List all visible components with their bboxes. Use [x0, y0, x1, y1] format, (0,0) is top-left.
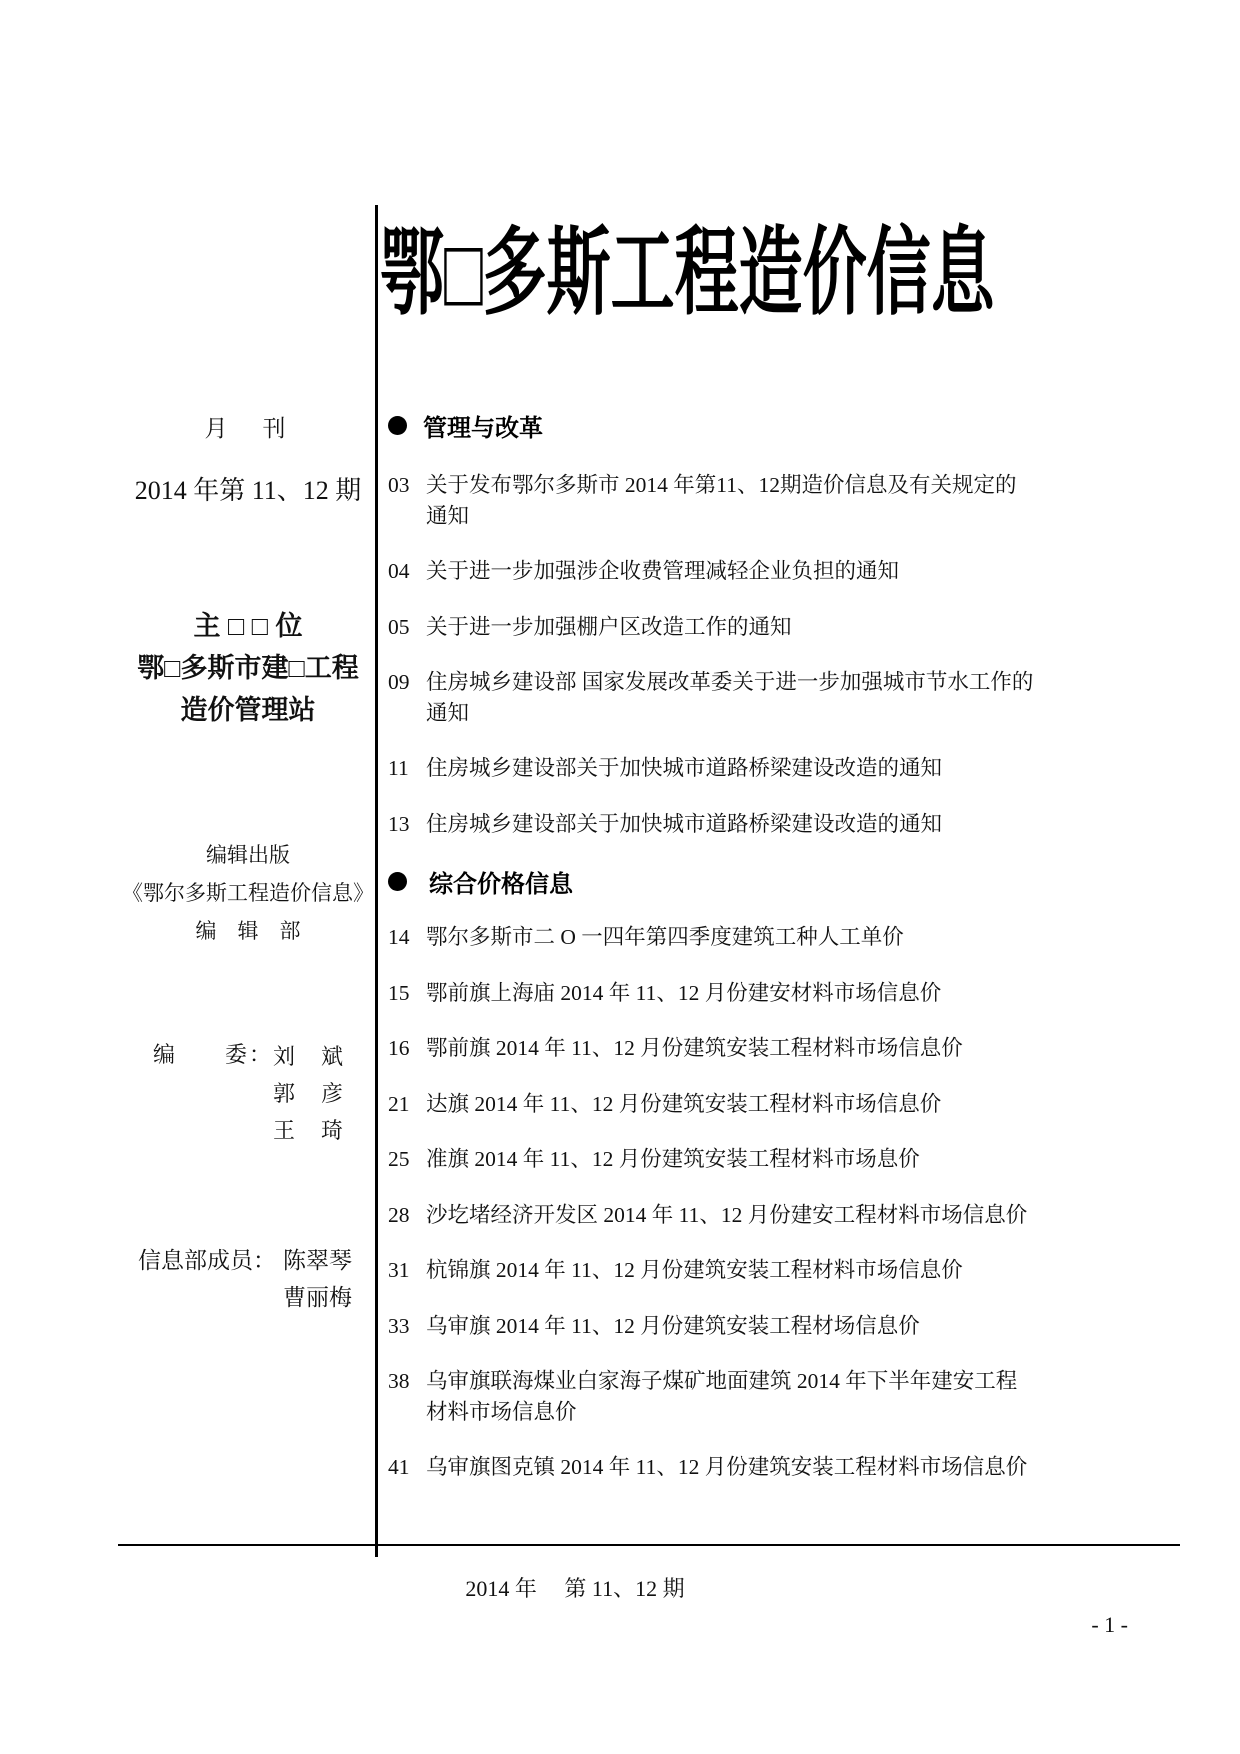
toc-item-page: 11: [388, 756, 409, 781]
board-member: 刘 斌: [273, 1044, 346, 1069]
sponsor-name-line1: 鄂□多斯市建□工程: [137, 653, 359, 683]
toc-item: [388, 1089, 1036, 1120]
toc-item-page: 33: [388, 1313, 410, 1338]
toc-item: [388, 1255, 1036, 1286]
toc-item: [388, 922, 1036, 953]
toc-item-title: 准旗 2014 年 11、12 月份建筑安装工程材料市场息价: [426, 1147, 920, 1172]
info-dept-member: 曹丽梅: [283, 1285, 352, 1310]
info-dept-names: [283, 1242, 352, 1316]
toc-item-title: 杭锦旗 2014 年 11、12 月份建筑安装工程材料市场信息价: [426, 1258, 963, 1283]
publisher-block: [118, 836, 378, 950]
toc-item-title: 乌审旗 2014 年 11、12 月份建筑安装工程材场信息价: [426, 1313, 920, 1338]
publisher-label: 编辑出版: [206, 843, 290, 867]
board-member: 郭 彦: [273, 1081, 346, 1106]
publisher-name: 《鄂尔多斯工程造价信息》: [122, 881, 374, 905]
section-bullet-icon: [388, 416, 407, 435]
toc-item-page: 21: [388, 1091, 410, 1116]
toc-section-title: 管理与改革: [423, 415, 543, 442]
issue-number: 2014 年第 11、12 期: [134, 476, 362, 505]
toc-item: [388, 1200, 1036, 1231]
toc-item-page: 25: [388, 1147, 410, 1172]
toc-item-page: 13: [388, 811, 410, 836]
toc-item-title: 达旗 2014 年 11、12 月份建筑安装工程材料市场信息价: [426, 1091, 942, 1116]
sponsor-label: 主 □ □ 位: [193, 611, 303, 641]
left-panel: [118, 370, 378, 1360]
periodical-type: 月 刊: [204, 416, 292, 441]
toc-item: [388, 1452, 1036, 1483]
info-dept-member: 陈翠琴: [283, 1248, 352, 1273]
toc-item-page: 05: [388, 614, 410, 639]
toc-item-title: 关于发布鄂尔多斯市 2014 年第11、12期造价信息及有关规定的通知: [426, 473, 1017, 528]
table-of-contents: [388, 408, 1036, 1508]
toc-item: [388, 809, 1036, 840]
toc-item-title: 住房城乡建设部 国家发展改革委关于进一步加强城市节水工作的通知: [426, 670, 1034, 725]
toc-item-title: 沙圪堵经济开发区 2014 年 11、12 月份建安工程材料市场信息价: [426, 1202, 1028, 1227]
journal-title: 鄂□多斯工程造价信息: [380, 218, 995, 327]
toc-item: [388, 1033, 1036, 1064]
info-dept-block: [138, 1242, 388, 1316]
toc-item-title: 鄂尔多斯市二 O 一四年第四季度建筑工种人工单价: [426, 925, 904, 950]
toc-item-page: 09: [388, 670, 410, 695]
section-bullet-icon: [388, 872, 407, 891]
toc-item-title: 鄂前旗 2014 年 11、12 月份建筑安装工程材料市场信息价: [426, 1036, 963, 1061]
footer-issue-line: 2014 年 第 11、12 期: [465, 1576, 685, 1601]
sponsor-name-line2: 造价管理站: [180, 695, 316, 725]
toc-item-title: 乌审旗联海煤业白家海子煤矿地面建筑 2014 年下半年建安工程材料市场信息价: [426, 1369, 1018, 1424]
board-member: 王 琦: [273, 1118, 346, 1143]
toc-item-title: 住房城乡建设部关于加快城市道路桥梁建设改造的通知: [426, 811, 943, 836]
toc-item: [388, 1366, 1036, 1427]
footer-rule: [118, 1544, 1180, 1546]
toc-item-page: 38: [388, 1369, 410, 1394]
toc-item-page: 04: [388, 559, 410, 584]
toc-section-heading: [388, 408, 1036, 443]
toc-section-heading: [388, 864, 1036, 899]
editorial-board-names: [273, 1038, 345, 1149]
editorial-board-block: [153, 1038, 378, 1149]
toc-item-page: 28: [388, 1202, 410, 1227]
toc-item: [388, 978, 1036, 1009]
toc-item: [388, 1144, 1036, 1175]
toc-item-title: 乌审旗图克镇 2014 年 11、12 月份建筑安装工程材料市场信息价: [426, 1455, 1028, 1480]
toc-item-title: 鄂前旗上海庙 2014 年 11、12 月份建安材料市场信息价: [426, 980, 942, 1005]
toc-item: [388, 753, 1036, 784]
toc-item-title: 关于进一步加强棚户区改造工作的通知: [426, 614, 792, 639]
sponsor-block: [118, 605, 378, 731]
page-number: - 1 -: [1091, 1612, 1128, 1637]
toc-item-page: 31: [388, 1258, 410, 1283]
toc-item-page: 16: [388, 1036, 410, 1061]
toc-item-title: 住房城乡建设部关于加快城市道路桥梁建设改造的通知: [426, 756, 943, 781]
toc-item: [388, 556, 1036, 587]
info-dept-label: 信息部成员：: [138, 1248, 276, 1273]
toc-item: [388, 667, 1036, 728]
toc-item-page: 15: [388, 980, 410, 1005]
toc-item: [388, 612, 1036, 643]
toc-item-title: 关于进一步加强涉企收费管理减轻企业负担的通知: [426, 559, 900, 584]
toc-item-page: 03: [388, 473, 410, 497]
toc-item-page: 14: [388, 925, 410, 950]
editorial-board-label: 编 委：: [153, 1042, 274, 1067]
toc-item: [388, 470, 1036, 531]
toc-item-page: 41: [388, 1455, 410, 1480]
toc-section-title: 综合价格信息: [429, 871, 573, 899]
toc-item: [388, 1311, 1036, 1342]
publisher-dept: 编 辑 部: [195, 919, 301, 943]
